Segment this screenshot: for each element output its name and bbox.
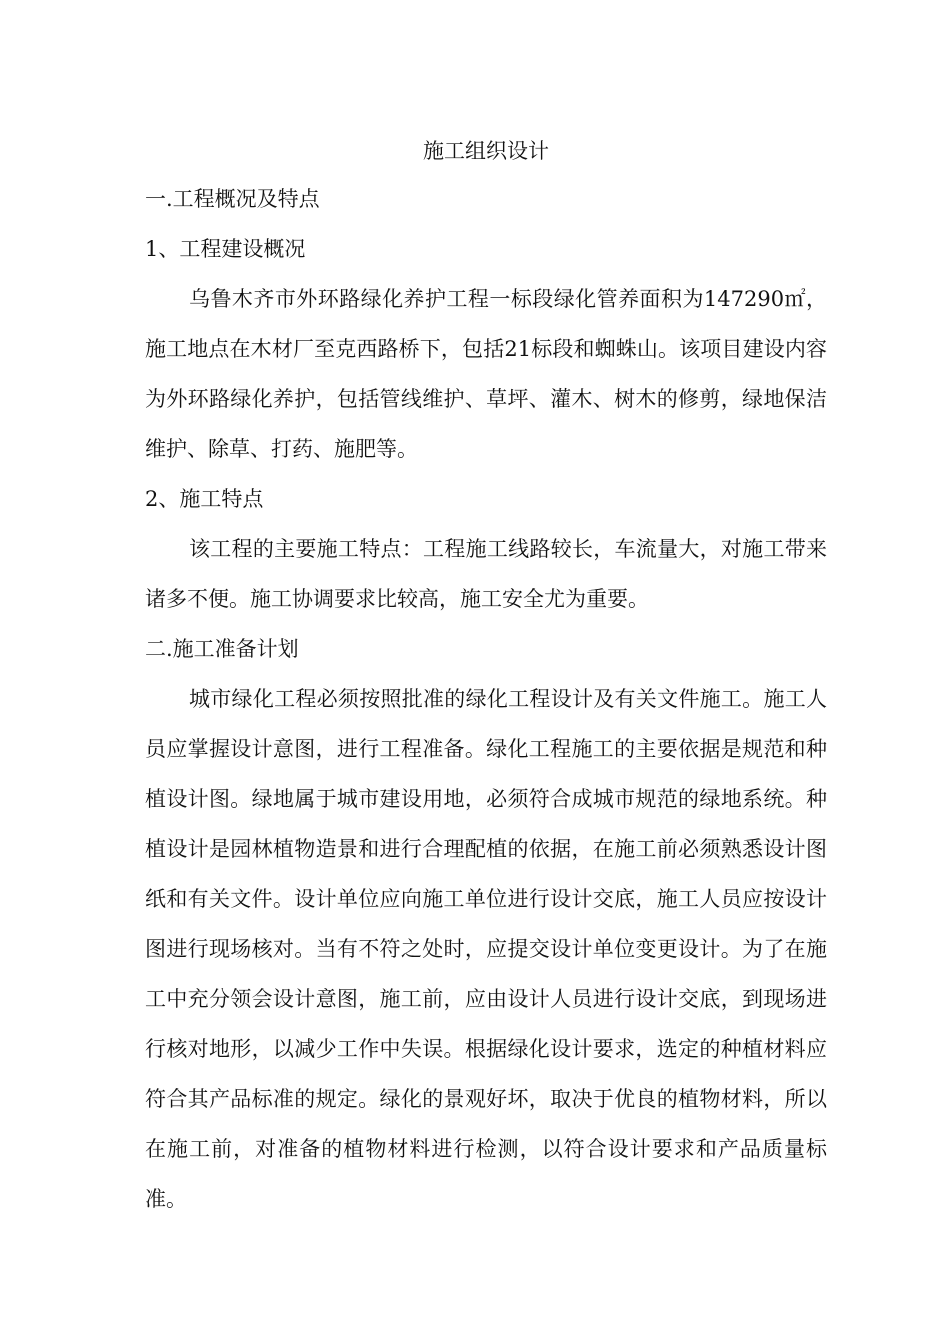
paragraph-construction-overview: 乌鲁木齐市外环路绿化养护工程一标段绿化管养面积为147290㎡，施工地点在木材厂至克西路桥下，包括21标段和蜘蛛山。该项目建设内容为外环路绿化养护，包括管线维护、草坪、灌木、树木的修剪，绿地保洁维护、除草、打药、施肥等。 — [145, 287, 827, 461]
paragraph-preparation-plan: 城市绿化工程必须按照批准的绿化工程设计及有关文件施工。施工人员应掌握设计意图，进行工程准备。绿化工程施工的主要依据是规范和种植设计图。绿地属于城市建设用地，必须符合成城市规范的绿地系统。种植设计是园林植物造景和进行合理配植的依据，在施工前必须熟悉设计图纸和有关文件。设计单位应向施工单位进行设计交底，施工人员应按设计图进行现场核对。当有不符之处时，应提交设计单位变更设计。为了在施工中充分领会设计意图，施工前，应由设计人员进行设计交底，到现场进行核对地形，以减少工作中失误。根据绿化设计要求，选定的种植材料应符合其产品标准的规定。绿化的景观好坏，取决于优良的植物材料，所以在施工前，对准备的植物材料进行检测，以符合设计要求和产品质量标准。 — [145, 687, 827, 1211]
document-page — [145, 128, 827, 1224]
document-title: 施工组织设计 — [423, 139, 549, 163]
subsection-heading-construction-overview: 1、工程建设概况 — [145, 237, 306, 261]
subsection-heading-construction-features: 2、施工特点 — [145, 487, 264, 511]
section-heading-overview: 一.工程概况及特点 — [145, 187, 320, 211]
section-heading-preparation-plan: 二.施工准备计划 — [145, 637, 299, 661]
paragraph-construction-features: 该工程的主要施工特点：工程施工线路较长，车流量大，对施工带来诸多不便。施工协调要求比较高，施工安全尤为重要。 — [145, 537, 827, 611]
